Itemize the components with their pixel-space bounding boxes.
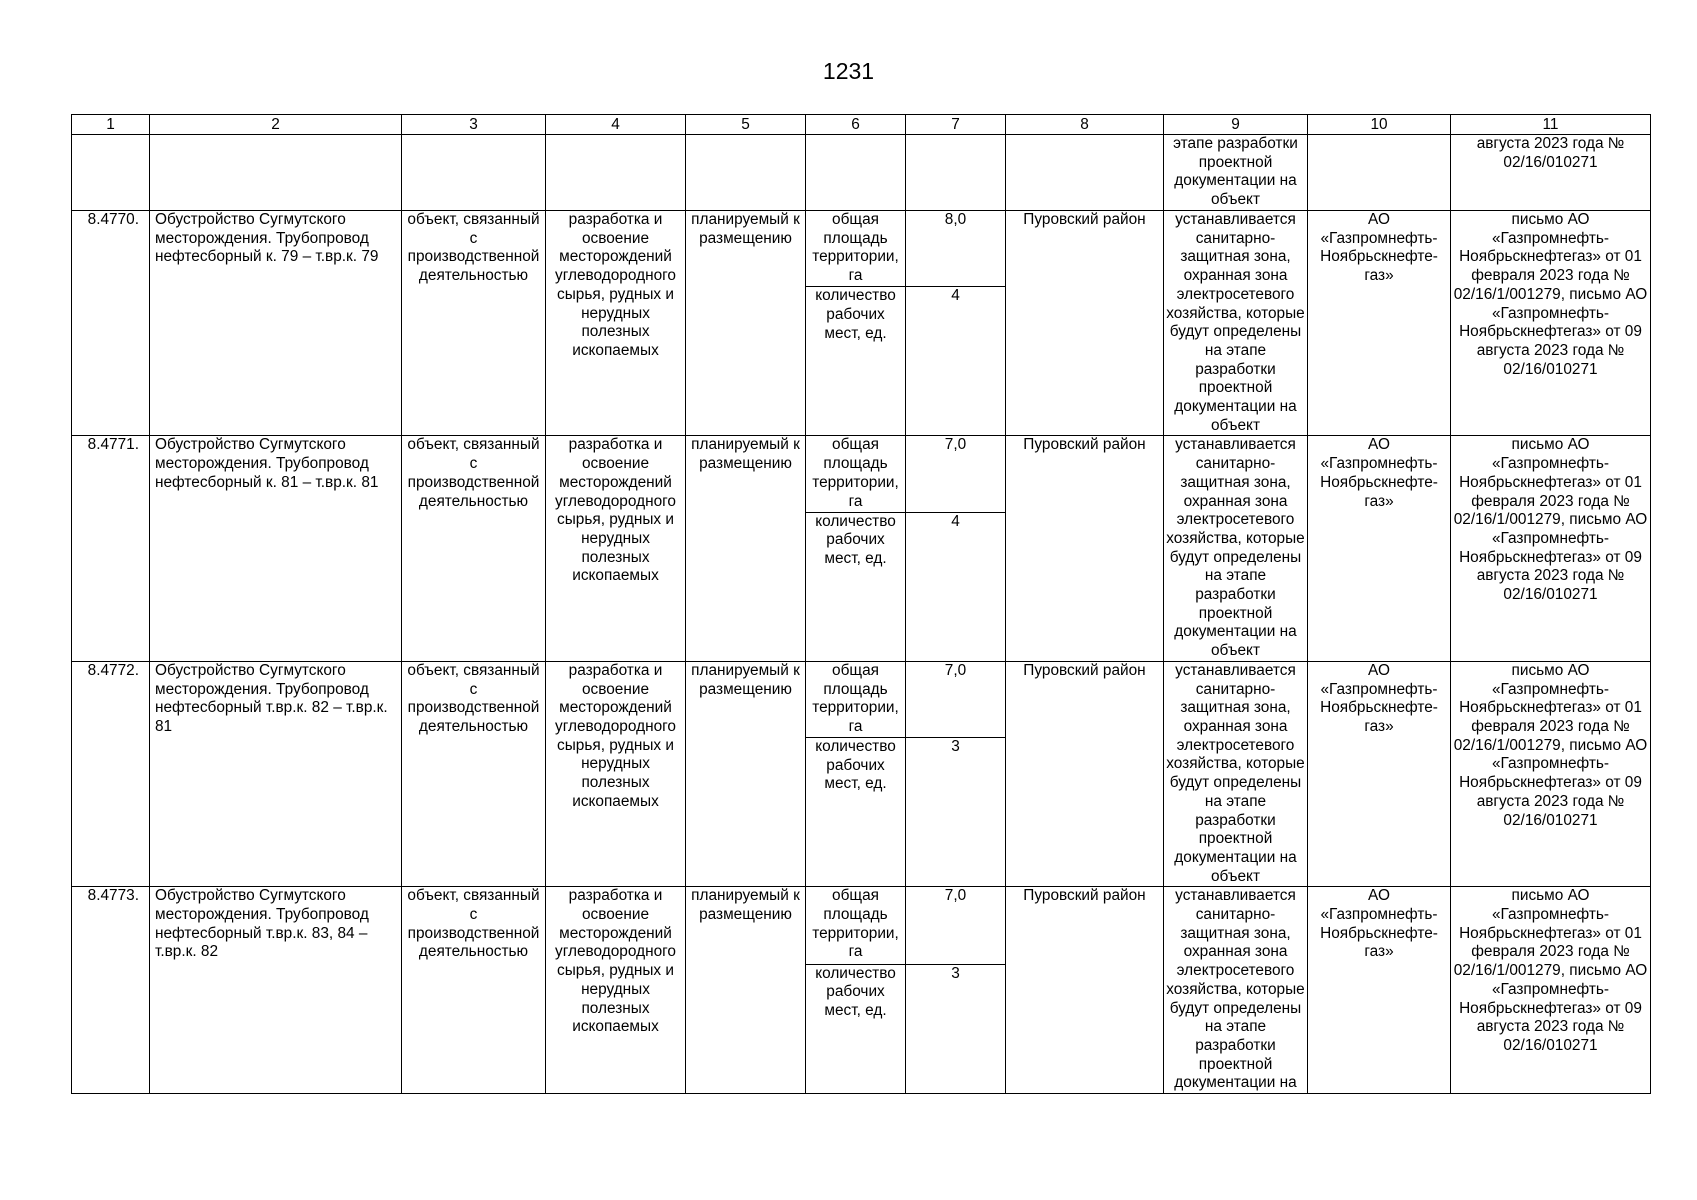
- param-area-value: 7,0: [906, 887, 1006, 964]
- param-area-label: общая площадь территории, га: [806, 661, 906, 737]
- object-status: планируемый к размещению: [686, 661, 806, 886]
- header-cell: 5: [686, 115, 806, 135]
- basis-cell: письмо АО «Газпромнефть-Ноябрьскнефтегаз» от 01 февраля 2023 года № 02/16/1/001279, письмо АО «Газпромнефть-Ноябрьскнефтегаз» от 09 августа 2023 года № 02/16/010271: [1451, 211, 1651, 436]
- header-cell: 11: [1451, 115, 1651, 135]
- row-number: 8.4772.: [72, 661, 150, 886]
- object-type: объект, связанный с производственной деятельностью: [402, 211, 546, 436]
- basis-cell: августа 2023 года № 02/16/010271: [1451, 135, 1651, 211]
- param-jobs-label: количество рабочих мест, ед.: [806, 964, 906, 1093]
- param-jobs-value: 3: [906, 738, 1006, 887]
- object-purpose: разработка и освоение месторождений углеводородного сырья, рудных и нерудных полезных ископаемых: [546, 436, 686, 661]
- location: Пуровский район: [1006, 661, 1164, 886]
- table-row: [72, 436, 1651, 512]
- header-row: [72, 115, 1651, 135]
- param-area-label: общая площадь территории, га: [806, 887, 906, 964]
- page-number: 1231: [822, 58, 875, 84]
- location: Пуровский район: [1006, 436, 1164, 661]
- row-number: 8.4770.: [72, 211, 150, 436]
- param-area-value: 7,0: [906, 661, 1006, 737]
- object-name: Обустройство Сугмутского месторождения. Трубопровод нефтесборный т.вр.к. 83, 84 – т.вр.к. 82: [150, 887, 402, 1094]
- zone-cell: этапе разработки проектной документации на объект: [1164, 135, 1308, 211]
- object-purpose: разработка и освоение месторождений углеводородного сырья, рудных и нерудных полезных ископаемых: [546, 887, 686, 1094]
- object-status: планируемый к размещению: [686, 887, 806, 1094]
- basis-cell: письмо АО «Газпромнефть-Ноябрьскнефтегаз» от 01 февраля 2023 года № 02/16/1/001279, письмо АО «Газпромнефть-Ноябрьскнефтегаз» от 09 августа 2023 года № 02/16/010271: [1451, 661, 1651, 886]
- owner: АО «Газпромнефть-Ноябрьскнефте-газ»: [1308, 661, 1451, 886]
- zone-cell: устанавливается санитарно-защитная зона, охранная зона электросетевого хозяйства, которые будут определены на этапе разработки проектной документации на объект: [1164, 436, 1308, 661]
- object-name: Обустройство Сугмутского месторождения. Трубопровод нефтесборный т.вр.к. 82 – т.вр.к. 81: [150, 661, 402, 886]
- basis-cell: письмо АО «Газпромнефть-Ноябрьскнефтегаз» от 01 февраля 2023 года № 02/16/1/001279, письмо АО «Газпромнефть-Ноябрьскнефтегаз» от 09 августа 2023 года № 02/16/010271: [1451, 887, 1651, 1094]
- owner: АО «Газпромнефть-Ноябрьскнефте-газ»: [1308, 436, 1451, 661]
- header-cell: 2: [150, 115, 402, 135]
- param-jobs-value: 3: [906, 964, 1006, 1093]
- register-table: [71, 114, 1651, 1094]
- object-type: объект, связанный с производственной деятельностью: [402, 661, 546, 886]
- table-row: [72, 661, 1651, 737]
- location: Пуровский район: [1006, 211, 1164, 436]
- header-cell: 4: [546, 115, 686, 135]
- param-jobs-label: количество рабочих мест, ед.: [806, 738, 906, 887]
- owner: АО «Газпромнефть-Ноябрьскнефте-газ»: [1308, 887, 1451, 1094]
- row-number: 8.4773.: [72, 887, 150, 1094]
- zone-cell: устанавливается санитарно-защитная зона, охранная зона электросетевого хозяйства, которые будут определены на этапе разработки проектной документации на: [1164, 887, 1308, 1094]
- owner: АО «Газпромнефть-Ноябрьскнефте-газ»: [1308, 211, 1451, 436]
- object-status: планируемый к размещению: [686, 211, 806, 436]
- header-cell: 1: [72, 115, 150, 135]
- object-type: объект, связанный с производственной деятельностью: [402, 887, 546, 1094]
- object-name: Обустройство Сугмутского месторождения. Трубопровод нефтесборный к. 79 – т.вр.к. 79: [150, 211, 402, 436]
- table-row: [72, 211, 1651, 287]
- param-jobs-value: 4: [906, 512, 1006, 661]
- object-status: планируемый к размещению: [686, 436, 806, 661]
- object-type: объект, связанный с производственной деятельностью: [402, 436, 546, 661]
- location: Пуровский район: [1006, 887, 1164, 1094]
- header-cell: 6: [806, 115, 906, 135]
- table-row: [72, 887, 1651, 964]
- param-area-value: 8,0: [906, 211, 1006, 287]
- header-cell: 10: [1308, 115, 1451, 135]
- basis-cell: письмо АО «Газпромнефть-Ноябрьскнефтегаз» от 01 февраля 2023 года № 02/16/1/001279, письмо АО «Газпромнефть-Ноябрьскнефтегаз» от 09 августа 2023 года № 02/16/010271: [1451, 436, 1651, 661]
- zone-cell: устанавливается санитарно-защитная зона, охранная зона электросетевого хозяйства, которые будут определены на этапе разработки проектной документации на объект: [1164, 211, 1308, 436]
- param-area-value: 7,0: [906, 436, 1006, 512]
- param-jobs-value: 4: [906, 287, 1006, 436]
- param-area-label: общая площадь территории, га: [806, 436, 906, 512]
- header-cell: 9: [1164, 115, 1308, 135]
- param-area-label: общая площадь территории, га: [806, 211, 906, 287]
- object-purpose: разработка и освоение месторождений углеводородного сырья, рудных и нерудных полезных ископаемых: [546, 661, 686, 886]
- param-jobs-label: количество рабочих мест, ед.: [806, 287, 906, 436]
- object-name: Обустройство Сугмутского месторождения. Трубопровод нефтесборный к. 81 – т.вр.к. 81: [150, 436, 402, 661]
- header-cell: 7: [906, 115, 1006, 135]
- row-number: 8.4771.: [72, 436, 150, 661]
- continuation-row: [72, 135, 1651, 211]
- zone-cell: устанавливается санитарно-защитная зона, охранная зона электросетевого хозяйства, которые будут определены на этапе разработки проектной документации на объект: [1164, 661, 1308, 886]
- header-cell: 8: [1006, 115, 1164, 135]
- header-cell: 3: [402, 115, 546, 135]
- object-purpose: разработка и освоение месторождений углеводородного сырья, рудных и нерудных полезных ископаемых: [546, 211, 686, 436]
- param-jobs-label: количество рабочих мест, ед.: [806, 512, 906, 661]
